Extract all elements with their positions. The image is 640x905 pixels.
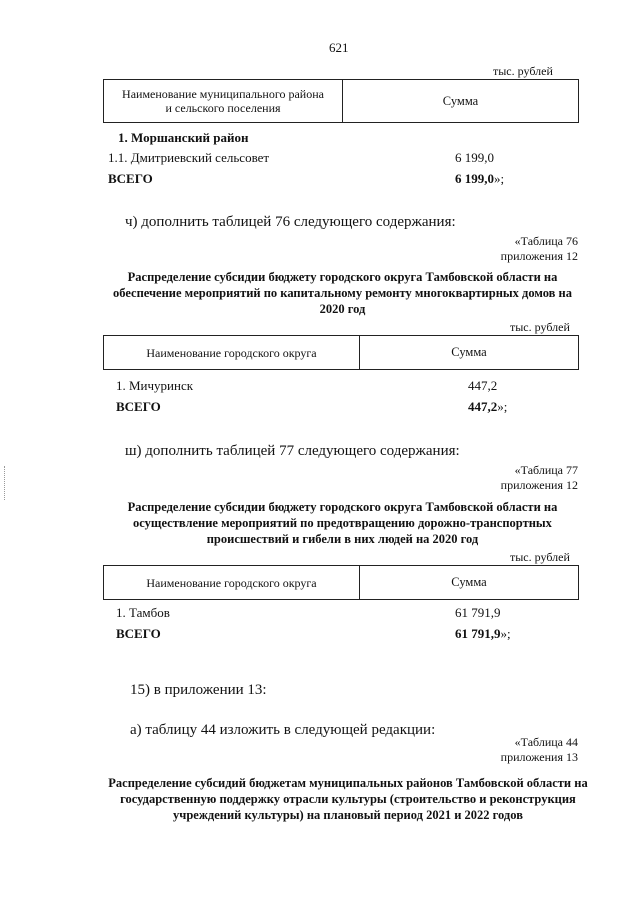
page-number: 621: [329, 40, 349, 55]
unit-label-a: тыс. рублей: [493, 64, 553, 78]
paragraph-a: а) таблицу 44 изложить в следующей редакции:: [130, 722, 436, 738]
table-note-b-line1: «Таблица 76: [514, 234, 578, 248]
table-header-b: [103, 335, 579, 370]
header-col-sum-b: Сумма: [451, 345, 487, 359]
table-note-b-line2: приложения 12: [500, 249, 578, 263]
header-col-sum-a: Сумма: [442, 93, 479, 108]
table-note-d-line1: «Таблица 44: [514, 735, 578, 749]
unit-label-c: тыс. рублей: [510, 550, 570, 564]
table-note-d: [468, 735, 578, 765]
table-note-c-line1: «Таблица 77: [514, 463, 578, 477]
total-value-b: 447,2: [468, 399, 498, 414]
header-col-name-c: Наименование городского округа: [104, 566, 360, 599]
table-title-d: Распределение субсидий бюджетам муниципальных районов Тамбовской области на государственную поддержку отрасли культуры (строительство и реконструкция учреждений культуры) на плановый период 2021 и 2022 годов: [108, 776, 588, 822]
total-a: [455, 171, 504, 187]
total-c: [455, 626, 511, 642]
unit-label-b: тыс. рублей: [510, 320, 570, 334]
total-label-a: ВСЕГО: [108, 171, 153, 186]
table-note-d-line2: приложения 13: [500, 750, 578, 764]
table-title-b: Распределение субсидии бюджету городского округа Тамбовской области на обеспечение мероприятий по капитальному ремонту многоквартирных домов на 2020 год: [112, 270, 572, 316]
row-label-b: 1. Мичуринск: [116, 378, 194, 393]
table-header-c: [103, 565, 579, 600]
total-value-c: 61 791,9: [455, 626, 501, 641]
total-label-c: ВСЕГО: [116, 626, 161, 641]
table-title-c: Распределение субсидии бюджету городского округа Тамбовской области на осуществление мероприятий по предотвращению дорожно-транспортных происшествий и гибели в них людей на 2020 год: [127, 500, 558, 546]
total-suffix-b: »;: [497, 399, 508, 414]
total-value-a: 6 199,0: [455, 171, 494, 186]
table-note-c: [470, 463, 578, 493]
header-col-sum-c: Сумма: [451, 575, 487, 589]
group-label-a: 1. Моршанский район: [118, 130, 249, 145]
header-col-name-b: Наименование городского округа: [104, 336, 360, 369]
row-value-c: 61 791,9: [455, 605, 501, 620]
table-header-a: [103, 79, 579, 123]
table-note-b: [470, 234, 578, 264]
row-value-a: 6 199,0: [455, 150, 494, 165]
total-suffix-c: »;: [500, 626, 511, 641]
total-suffix-a: »;: [494, 171, 505, 186]
row-label-c: 1. Тамбов: [116, 605, 170, 620]
header-col-name-a-line2: и сельского поселения: [165, 101, 281, 115]
header-col-name-a: [104, 80, 343, 122]
table-note-c-line2: приложения 12: [500, 478, 578, 492]
paragraph-sh: ш) дополнить таблицей 77 следующего содержания:: [125, 443, 460, 459]
row-value-b: 447,2: [468, 378, 498, 393]
margin-mark: [4, 466, 6, 500]
total-b: [468, 399, 507, 415]
paragraph-15: 15) в приложении 13:: [130, 682, 267, 698]
row-label-a: 1.1. Дмитриевский сельсовет: [108, 150, 270, 165]
total-label-b: ВСЕГО: [116, 399, 161, 414]
header-col-name-a-line1: Наименование муниципального района: [122, 87, 324, 101]
paragraph-ch: ч) дополнить таблицей 76 следующего содержания:: [125, 214, 456, 230]
